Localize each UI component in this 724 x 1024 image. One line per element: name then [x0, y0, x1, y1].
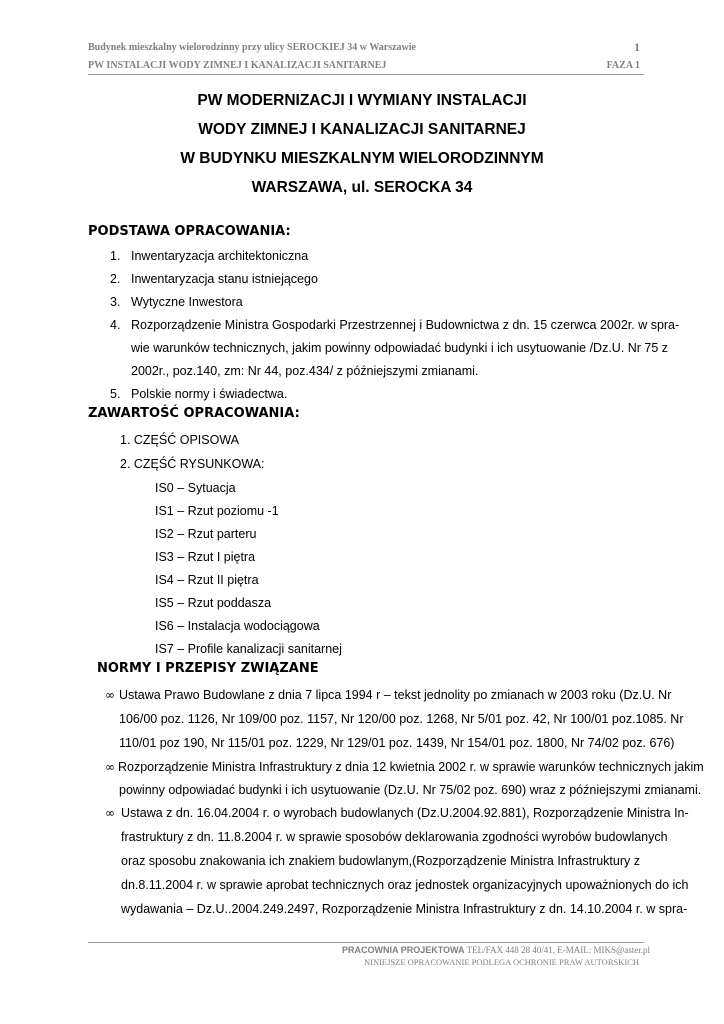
drawing-item: IS0 – Sytuacja	[155, 481, 236, 495]
norm-text-line: powinny odpowiadać budynki i ich usytuowanie (Dz.U. Nr 75/02 poz. 690) wraz z późniejszymi zmianami.	[119, 783, 702, 797]
basis-item-text: Inwentaryzacja stanu istniejącego	[131, 272, 318, 286]
norms-heading: NORMY I PRZEPISY ZWIĄZANE	[97, 661, 319, 676]
footer-contact: TEL/FAX 448 28 40/41, E-MAIL: MIKS@aster.pl	[464, 945, 650, 955]
title-line-3: W BUDYNKU MIESZKALNYM WIELORODZINNYM	[180, 150, 544, 167]
norm-text-line: oraz sposobu znakowania ich znakiem budowlanym,(Rozporządzenie Ministra Infrastruktury z	[121, 854, 640, 868]
header-divider	[88, 74, 644, 75]
basis-heading: PODSTAWA OPRACOWANIA:	[88, 224, 291, 239]
drawing-item: IS2 – Rzut parteru	[155, 527, 257, 541]
basis-item-text: Rozporządzenie Ministra Gospodarki Przestrzennej i Budownictwa z dn. 15 czerwca 2002r. w spra-	[131, 318, 680, 332]
header-line-2	[88, 60, 640, 71]
footer-company: PRACOWNIA PROJEKTOWA	[342, 945, 465, 955]
basis-item-text: Polskie normy i świadectwa.	[131, 387, 288, 401]
header-subject: PW INSTALACJI WODY ZIMNEJ I KANALIZACJI SANITARNEJ	[88, 60, 387, 71]
norm-text-line: frastruktury z dn. 11.8.2004 r. w sprawie sposobów deklarowania zgodności wyrobów budowlanych	[121, 830, 668, 844]
contents-part-1: 1. CZĘŚĆ OPISOWA	[120, 433, 240, 447]
basis-item-number: 5.	[110, 387, 121, 401]
basis-item-text: Inwentaryzacja architektoniczna	[131, 249, 309, 263]
footer-copyright-notice: NINIEJSZE OPRACOWANIE PODLEGA OCHRONIE PRAW AUTORSKICH	[363, 957, 639, 967]
header-phase: FAZA 1	[606, 60, 640, 71]
norm-text-line: dn.8.11.2004 r. w sprawie aprobat technicznych oraz jednostek organizacyjnych upoważnionych do ich	[121, 878, 689, 892]
norm-text-line: Ustawa Prawo Budowlane z dnia 7 lipca 1994 r – tekst jednolity po zmianach w 2003 roku (Dz.U. Nr	[119, 688, 672, 702]
basis-item-number: 4.	[110, 318, 121, 332]
drawing-item: IS7 – Profile kanalizacji sanitarnej	[155, 642, 342, 656]
drawing-item: IS5 – Rzut poddasza	[155, 596, 272, 610]
header-line-1	[88, 42, 640, 53]
title-line-1: PW MODERNIZACJI I WYMIANY INSTALACJI	[197, 92, 527, 109]
basis-item-text: 2002r., poz.140, zm: Nr 44, poz.434/ z późniejszymi zmianami.	[131, 364, 479, 378]
footer-divider	[88, 942, 644, 943]
norm-text-line: wydawania – Dz.U..2004.249.2497, Rozporządzenie Ministra Infrastruktury z dn. 14.10.2004 r. w spra-	[121, 902, 688, 916]
drawing-item: IS4 – Rzut II piętra	[155, 573, 259, 587]
norm-text-line: 110/01 poz 190, Nr 115/01 poz. 1229, Nr 129/01 poz. 1439, Nr 154/01 poz. 1800, Nr 74/02 poz. 676)	[119, 736, 675, 750]
title-line-4: WARSZAWA, ul. SEROCKA 34	[251, 179, 473, 196]
footer-contact-line	[342, 945, 650, 955]
contents-heading: ZAWARTOŚĆ OPRACOWANIA:	[88, 406, 300, 421]
drawing-item: IS6 – Instalacja wodociągowa	[155, 619, 320, 633]
basis-item-text: Wytyczne Inwestora	[131, 295, 243, 309]
drawing-item: IS3 – Rzut I piętra	[155, 550, 256, 564]
infinity-bullet-icon: ∞	[105, 760, 115, 774]
basis-item-text: wie warunków technicznych, jakim powinny odpowiadać budynki i ich usytuowanie /Dz.U. Nr 75 z	[131, 341, 669, 355]
page-number: 1	[634, 40, 640, 54]
contents-part-2: 2. CZĘŚĆ RYSUNKOWA:	[120, 457, 265, 471]
infinity-bullet-icon: ∞	[105, 688, 115, 702]
basis-item-number: 1.	[110, 249, 121, 263]
norm-text-line: 106/00 poz. 1126, Nr 109/00 poz. 1157, Nr 120/00 poz. 1268, Nr 5/01 poz. 42, Nr 100/01 poz.1085. Nr	[119, 712, 684, 726]
infinity-bullet-icon: ∞	[105, 806, 115, 820]
drawing-item: IS1 – Rzut poziomu -1	[155, 504, 279, 518]
title-line-2: WODY ZIMNEJ I KANALIZACJI SANITARNEJ	[198, 121, 526, 138]
header-building: Budynek mieszkalny wielorodzinny przy ulicy SEROCKIEJ 34 w Warszawie	[88, 42, 416, 53]
norm-text-line: Rozporządzenie Ministra Infrastruktury z dnia 12 kwietnia 2002 r. w sprawie warunków technicznych jakim	[118, 760, 704, 774]
basis-item-number: 3.	[110, 295, 121, 309]
basis-item-number: 2.	[110, 272, 121, 286]
norm-text-line: Ustawa z dn. 16.04.2004 r. o wyrobach budowlanych (Dz.U.2004.92.881), Rozporządzenie Ministra In-	[121, 806, 689, 820]
